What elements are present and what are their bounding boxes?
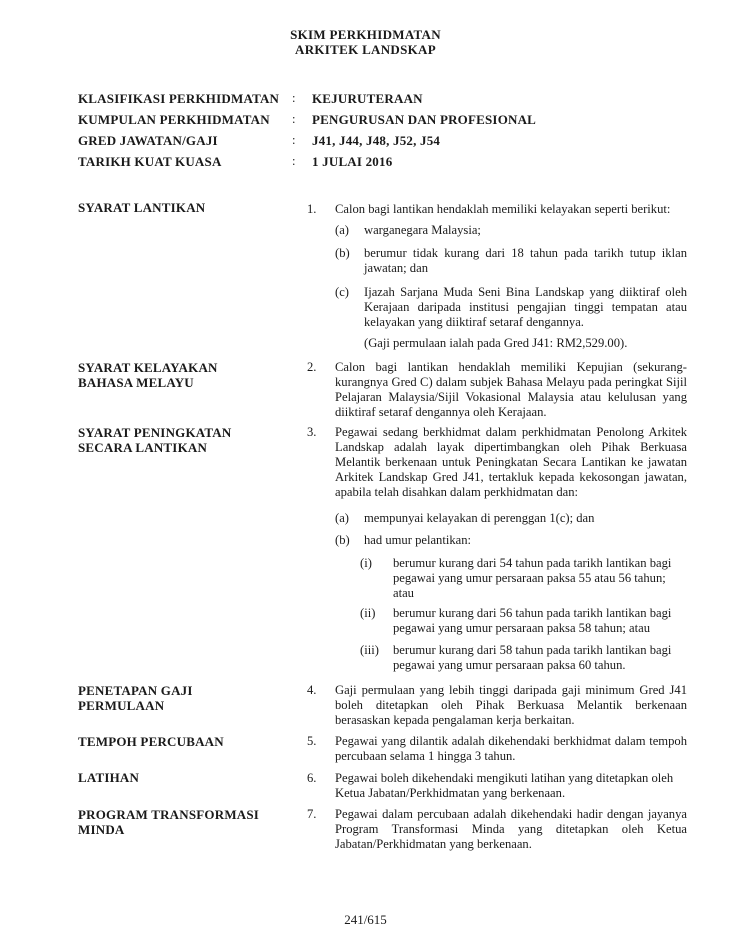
meta-value-gred: J41, J44, J48, J52, J54 [312,133,441,148]
section-number: 4. [307,683,317,697]
section-text-latihan: Pegawai boleh dikehendaki mengikuti latihan yang ditetapkan oleh Ketua Jabatan/Perkhidmatan yang berkenaan. [335,771,674,800]
item-text: mempunyai kelayakan di perenggan 1(c); dan [364,511,595,525]
item-label: (a) [335,223,349,237]
meta-colon: : [292,112,296,126]
section-number: 7. [307,807,317,821]
item-text: had umur pelantikan: [364,533,472,547]
section-label-percubaan: TEMPOH PERCUBAAN [78,734,224,749]
item-label: (b) [335,533,350,547]
subitem-label: (ii) [360,606,376,620]
meta-value-tarikh: 1 JULAI 2016 [312,154,393,169]
meta-colon: : [292,133,296,147]
meta-value-klasifikasi: KEJURUTERAAN [312,91,423,106]
meta-value-kumpulan: PENGURUSAN DAN PROFESIONAL [312,112,537,127]
section-label-gaji-line1: PENETAPAN GAJI [78,683,193,698]
subitem-label: (iii) [360,643,379,657]
item-label: (c) [335,285,349,299]
section-label-transformasi-line2: MINDA [78,822,125,837]
section-number: 5. [307,734,317,748]
section-text-peningkatan: Pegawai sedang berkhidmat dalam perkhidmatan Penolong Arkitek Landskap adalah layak dipertimbangkan oleh Pihak Berkuasa Melantik berkenaan untuk Peningkatan Secara Lantikan ke jawatan Arkitek Landskap Gred J41, tertakluk kepada kekosongan jawatan, apabila telah disahkan dalam perkhidmatan dan: [335,425,687,499]
section-label-peningkatan-line2: SECARA LANTIKAN [78,440,208,455]
meta-colon: : [292,91,296,105]
section-label-gaji-line2: PERMULAAN [78,698,165,713]
item-text: warganegara Malaysia; [364,223,481,237]
section-label-latihan: LATIHAN [78,770,140,785]
section-number: 3. [307,425,317,439]
section-number: 1. [307,202,317,216]
meta-colon: : [292,154,296,168]
subitem-text: berumur kurang dari 56 tahun pada tarikh lantikan bagi pegawai yang umur persaraan paksa 58 tahun; atau [393,606,672,635]
item-text: berumur tidak kurang dari 18 tahun pada tarikh tutup iklan jawatan; dan [364,246,687,275]
scheme-title: SKIM PERKHIDMATAN [290,27,441,42]
subitem-text: berumur kurang dari 54 tahun pada tarikh lantikan bagi pegawai yang umur persaraan paksa 55 atau 56 tahun; atau [393,556,672,600]
section-label-peningkatan-line1: SYARAT PENINGKATAN [78,425,232,440]
meta-label-klasifikasi: KLASIFIKASI PERKHIDMATAN [78,91,280,106]
meta-label-tarikh: TARIKH KUAT KUASA [78,154,222,169]
subitem-text: berumur kurang dari 58 tahun pada tarikh lantikan bagi pegawai yang umur persaraan paksa 60 tahun. [393,643,672,672]
section-text-bahasa: Calon bagi lantikan hendaklah memiliki Kepujian (sekurang-kurangnya Gred C) dalam subjek Bahasa Melayu pada peringkat Sijil Pelajaran Malaysia/Sijil Vokasional Malaysia atau kelulusan yang diiktiraf setaraf dengannya oleh Kerajaan. [335,360,687,419]
section-label-syarat-lantikan: SYARAT LANTIKAN [78,200,206,215]
section-intro: Calon bagi lantikan hendaklah memiliki kelayakan seperti berikut: [335,202,671,216]
section-text-transformasi: Pegawai dalam percubaan adalah dikehendaki hadir dengan jayanya Program Transformasi Minda yang ditetapkan oleh Ketua Jabatan/Perkhidmatan yang berkenaan. [335,807,687,851]
section-number: 6. [307,771,317,785]
section-label-bahasa-line1: SYARAT KELAYAKAN [78,360,218,375]
item-text: Ijazah Sarjana Muda Seni Bina Landskap yang diiktiraf oleh Kerajaan daripada institusi pengajian tinggi tempatan atau kelayakan yang diiktiraf setaraf dengannya. [364,285,687,329]
section-label-bahasa-line2: BAHASA MELAYU [78,375,194,390]
meta-label-kumpulan: KUMPULAN PERKHIDMATAN [78,112,270,127]
section-number: 2. [307,360,317,374]
section-text-percubaan: Pegawai yang dilantik adalah dikehendaki berkhidmat dalam tempoh percubaan selama 1 hingga 3 tahun. [335,734,687,763]
item-label: (b) [335,246,350,260]
meta-label-gred: GRED JAWATAN/GAJI [78,133,218,148]
subitem-label: (i) [360,556,372,570]
section-label-transformasi-line1: PROGRAM TRANSFORMASI [78,807,260,822]
item-label: (a) [335,511,349,525]
scheme-subtitle: ARKITEK LANDSKAP [295,42,436,57]
section-text-gaji: Gaji permulaan yang lebih tinggi daripada gaji minimum Gred J41 boleh ditetapkan oleh Pihak Berkuasa Melantik berkenaan berasaskan kepada pengalaman kerja berkaitan. [335,683,687,727]
salary-note: (Gaji permulaan ialah pada Gred J41: RM2,529.00). [364,336,628,350]
page-number: 241/615 [344,912,387,927]
